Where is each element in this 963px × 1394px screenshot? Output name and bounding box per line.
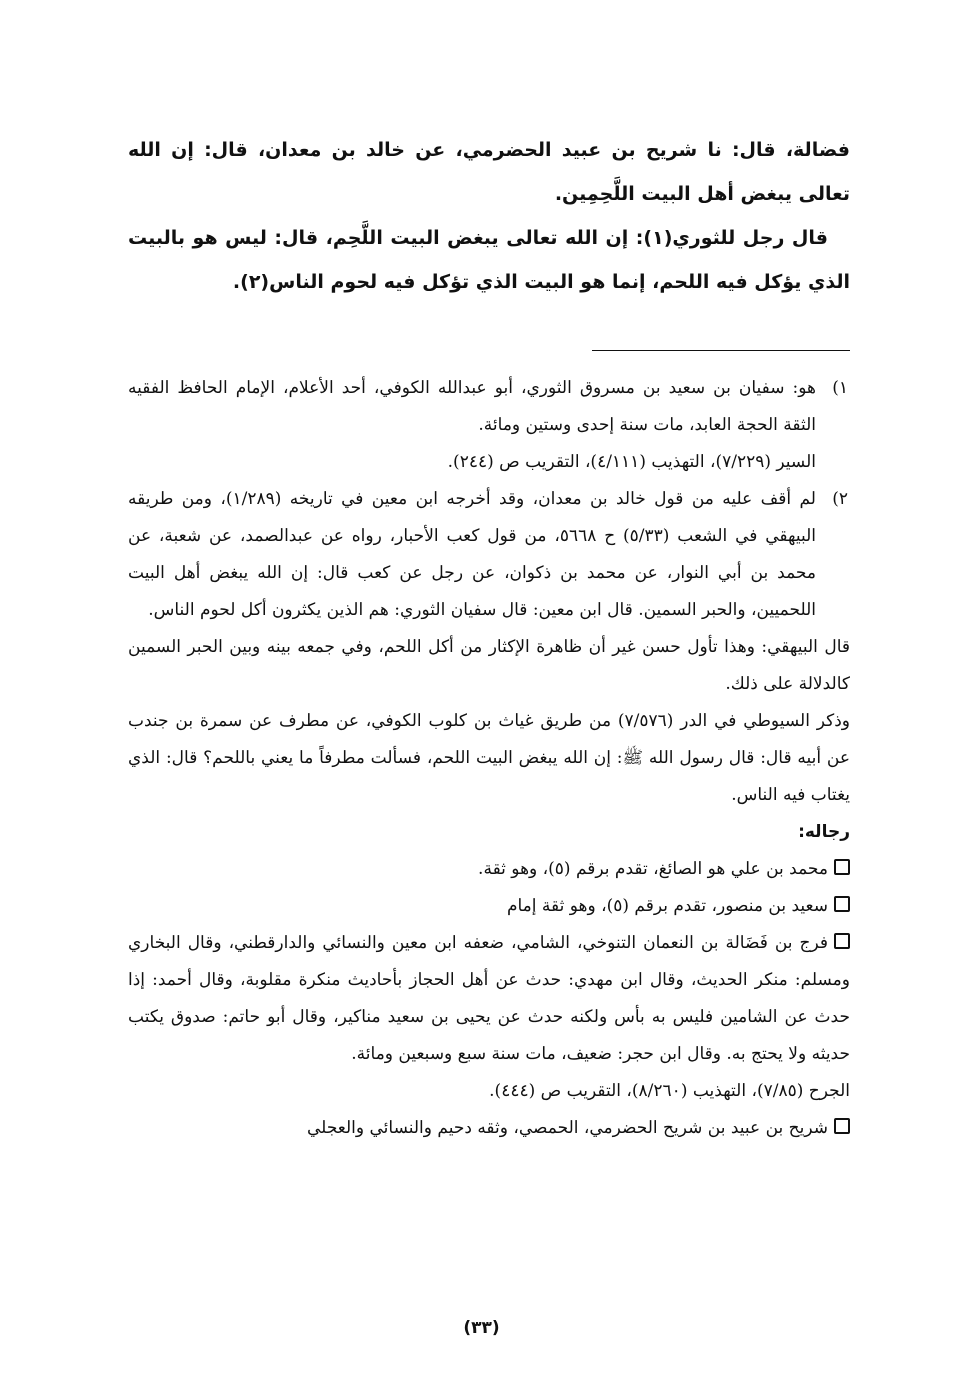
- page-number: (٣٣): [463, 1318, 500, 1338]
- rijal-entry-text: شريح بن عبيد بن شريح الحضرمي، الحمصي، وثقه دحيم والنسائي والعجلي: [307, 1118, 828, 1138]
- checkbox-square-icon: [834, 1118, 850, 1134]
- main-text-block: [128, 128, 850, 304]
- checkbox-square-icon: [834, 859, 850, 875]
- main-paragraph-1: فضالة، قال: نا شريح بن عبيد الحضرمي، عن خالد بن معدان، قال: إن الله تعالى يبغض أهل البيت اللَّحِمِين.: [128, 139, 850, 205]
- footnotes-section: [128, 370, 850, 1147]
- main-paragraph-2: قال رجل للثوري(١): إن الله تعالى يبغض البيت اللَّحِم، قال: ليس هو بالبيت الذي يؤكل فيه اللحم، إنما هو البيت الذي تؤكل فيه لحوم الناس(٢).: [128, 227, 850, 293]
- rijal-entry: [128, 888, 850, 925]
- rijal-entry-text: محمد بن علي هو الصائغ، تقدم برقم (٥)، وهو ثقة.: [478, 859, 828, 879]
- footnote-text: هو: سفيان بن سعيد بن مسروق الثوري، أبو عبدالله الكوفي، أحد الأعلام، الإمام الحافظ الفقيه الثقة الحجة العابد، مات سنة إحدى وستين ومائة.: [128, 378, 816, 435]
- rijal-entry-text: سعيد بن منصور، تقدم برقم (٥)، وهو ثقة إمام: [506, 896, 828, 916]
- checkbox-square-icon: [834, 933, 850, 949]
- footnote-1: [128, 370, 850, 481]
- footnote-2-continued: [128, 629, 850, 1147]
- footnote-2: [128, 481, 850, 629]
- rijal-entry-text: فرج بن فَضَالة بن النعمان التنوخي، الشامي، ضعفه ابن معين والنسائي والدارقطني، وقال البخاري ومسلم: منكر الحديث، وقال ابن مهدي: حدث عن أهل الحجاز بأحاديث منكرة مقلوبة، وقال أحمد: إذا حدث عن الشامين فليس به بأس ولكنه حدث عن يحيى بن سعيد مناكير، وقال أبو حاتم: صدوق يكتب حديثه ولا يحتج به. وقال ابن حجر: ضعيف، مات سنة سبع وسبعين ومائة.: [128, 933, 850, 1064]
- footnote-text: قال البيهقي: وهذا تأول حسن غير أن ظاهرة الإكثار من أكل اللحم، وفي جمعه بينه وبين الحبر السمين كالدلالة على ذلك.: [128, 637, 850, 694]
- checkbox-square-icon: [834, 896, 850, 912]
- rijal-entry: [128, 851, 850, 888]
- footnote-number: ١): [832, 378, 848, 398]
- footnote-text: لم أقف عليه من قول خالد بن معدان، وقد أخرجه ابن معين في تاريخه (١/٢٨٩)، ومن طريقه البيهقي في الشعب (٥/٣٣) ح ٥٦٦٨، من قول كعب الأحبار، رواه عن عبدالصمد، عن شعبة، عن محمد بن أبي النوار، عن محمد بن ذكوان، عن رجل عن كعب قال: إن الله يبغض أهل البيت اللحميين، والحبر السمين. قال ابن معين: قال سفيان الثوري: هم الذين يكثرون أكل لحوم الناس.: [128, 489, 816, 620]
- footnote-separator: [592, 350, 850, 351]
- footnote-number: ٢): [832, 489, 848, 509]
- footnote-text: وذكر السيوطي في الدر (٧/٥٧٦) من طريق غياث بن كلوب الكوفي، عن مطرف عن سمرة بن جندب عن أبيه قال: قال رسول الله ﷺ: إن الله يبغض البيت اللحم، فسألت مطرفاً ما يعني باللحم؟ قال: الذي يغتاب فيه الناس.: [128, 711, 850, 805]
- footnote-reference: السير (٧/٢٢٩)، التهذيب (٤/١١١)، التقريب ص (٢٤٤).: [447, 452, 816, 472]
- rijal-entry: [128, 925, 850, 1073]
- rijal-entry: [128, 1110, 850, 1147]
- rijal-reference: الجرح (٧/٨٥)، التهذيب (٨/٢٦٠)، التقريب ص (٤٤٤).: [489, 1081, 850, 1101]
- rijal-heading: رجاله:: [798, 822, 850, 842]
